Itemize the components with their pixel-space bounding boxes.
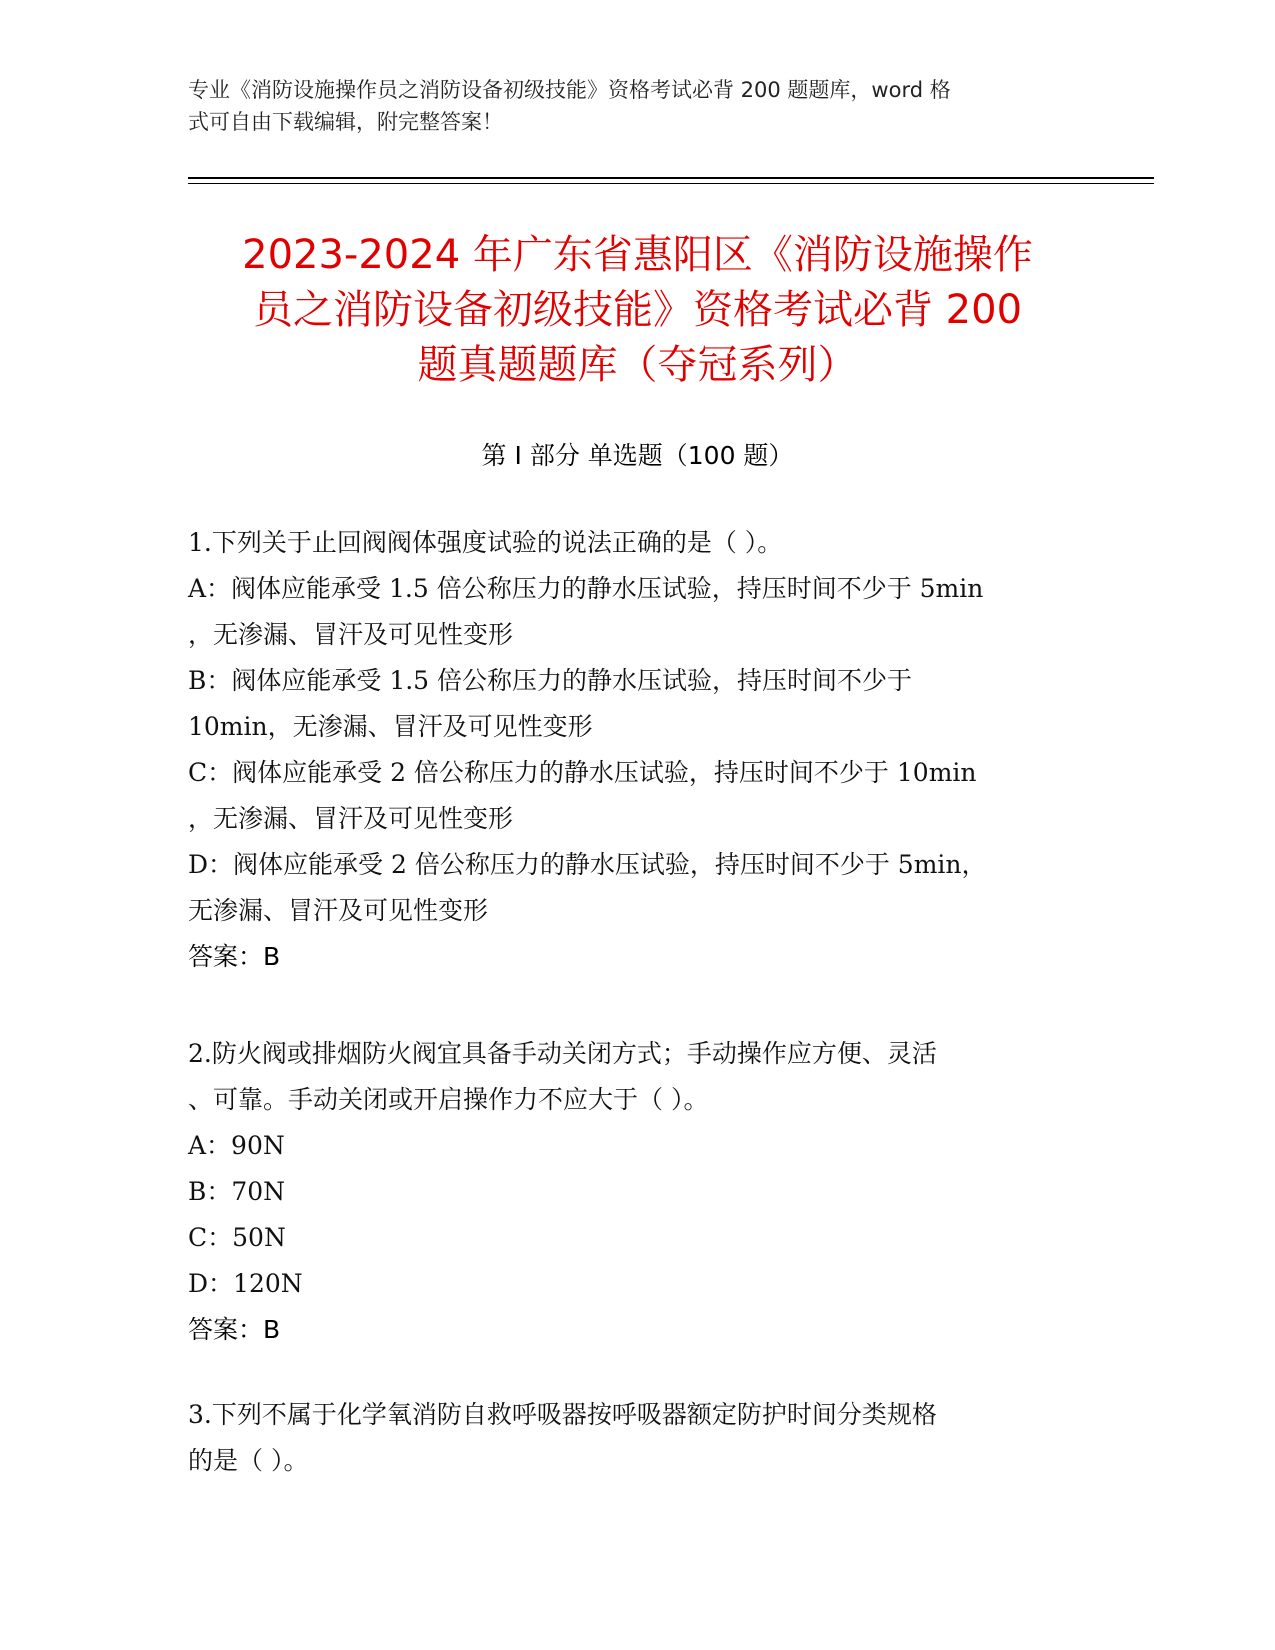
question-stem: 1.下列关于止回阀阀体强度试验的说法正确的是（ ）。 [188, 528, 783, 557]
document-title [160, 228, 1115, 393]
answer: 答案：B [188, 1315, 281, 1344]
question-1 [188, 520, 1088, 980]
header-note [188, 74, 1088, 138]
option-a: A：阀体应能承受 1.5 倍公称压力的静水压试验，持压时间不少于 5min [188, 574, 984, 603]
section-heading: 第 I 部分 单选题（100 题） [481, 441, 794, 470]
question-stem-cont: 、可靠。手动关闭或开启操作力不应大于（ ）。 [188, 1085, 709, 1114]
header-note-line: 专业《消防设施操作员之消防设备初级技能》资格考试必背 200 题题库，word 格 [188, 78, 951, 102]
option-d: D：120N [188, 1269, 303, 1298]
option-a: A：90N [188, 1131, 285, 1160]
question-2 [188, 1031, 1088, 1353]
title-line: 员之消防设备初级技能》资格考试必背 200 [252, 287, 1023, 333]
option-b-cont: 10min，无渗漏、冒汗及可见性变形 [188, 712, 593, 741]
option-d: D：阀体应能承受 2 倍公称压力的静水压试验，持压时间不少于 5min， [188, 850, 987, 879]
option-d-cont: 无渗漏、冒汗及可见性变形 [188, 896, 489, 925]
header-divider-thin [188, 183, 1154, 184]
question-stem-cont: 的是（ ）。 [188, 1446, 309, 1475]
option-c-cont: ，无渗漏、冒汗及可见性变形 [188, 804, 514, 833]
option-b: B：阀体应能承受 1.5 倍公称压力的静水压试验，持压时间不少于 [188, 666, 913, 695]
header-divider [188, 177, 1154, 179]
option-b: B：70N [188, 1177, 286, 1206]
question-3 [188, 1392, 1088, 1484]
option-a-cont: ，无渗漏、冒汗及可见性变形 [188, 620, 514, 649]
question-stem: 3.下列不属于化学氧消防自救呼吸器按呼吸器额定防护时间分类规格 [188, 1400, 937, 1429]
answer: 答案：B [188, 942, 281, 971]
title-line: 题真题题库（夺冠系列） [417, 342, 858, 388]
header-note-line: 式可自由下载编辑，附完整答案！ [188, 110, 503, 134]
question-stem: 2.防火阀或排烟防火阀宜具备手动关闭方式；手动操作应方便、灵活 [188, 1039, 937, 1068]
title-line: 2023-2024 年广东省惠阳区《消防设施操作 [242, 232, 1033, 278]
option-c: C：阀体应能承受 2 倍公称压力的静水压试验，持压时间不少于 10min [188, 758, 977, 787]
option-c: C：50N [188, 1223, 286, 1252]
